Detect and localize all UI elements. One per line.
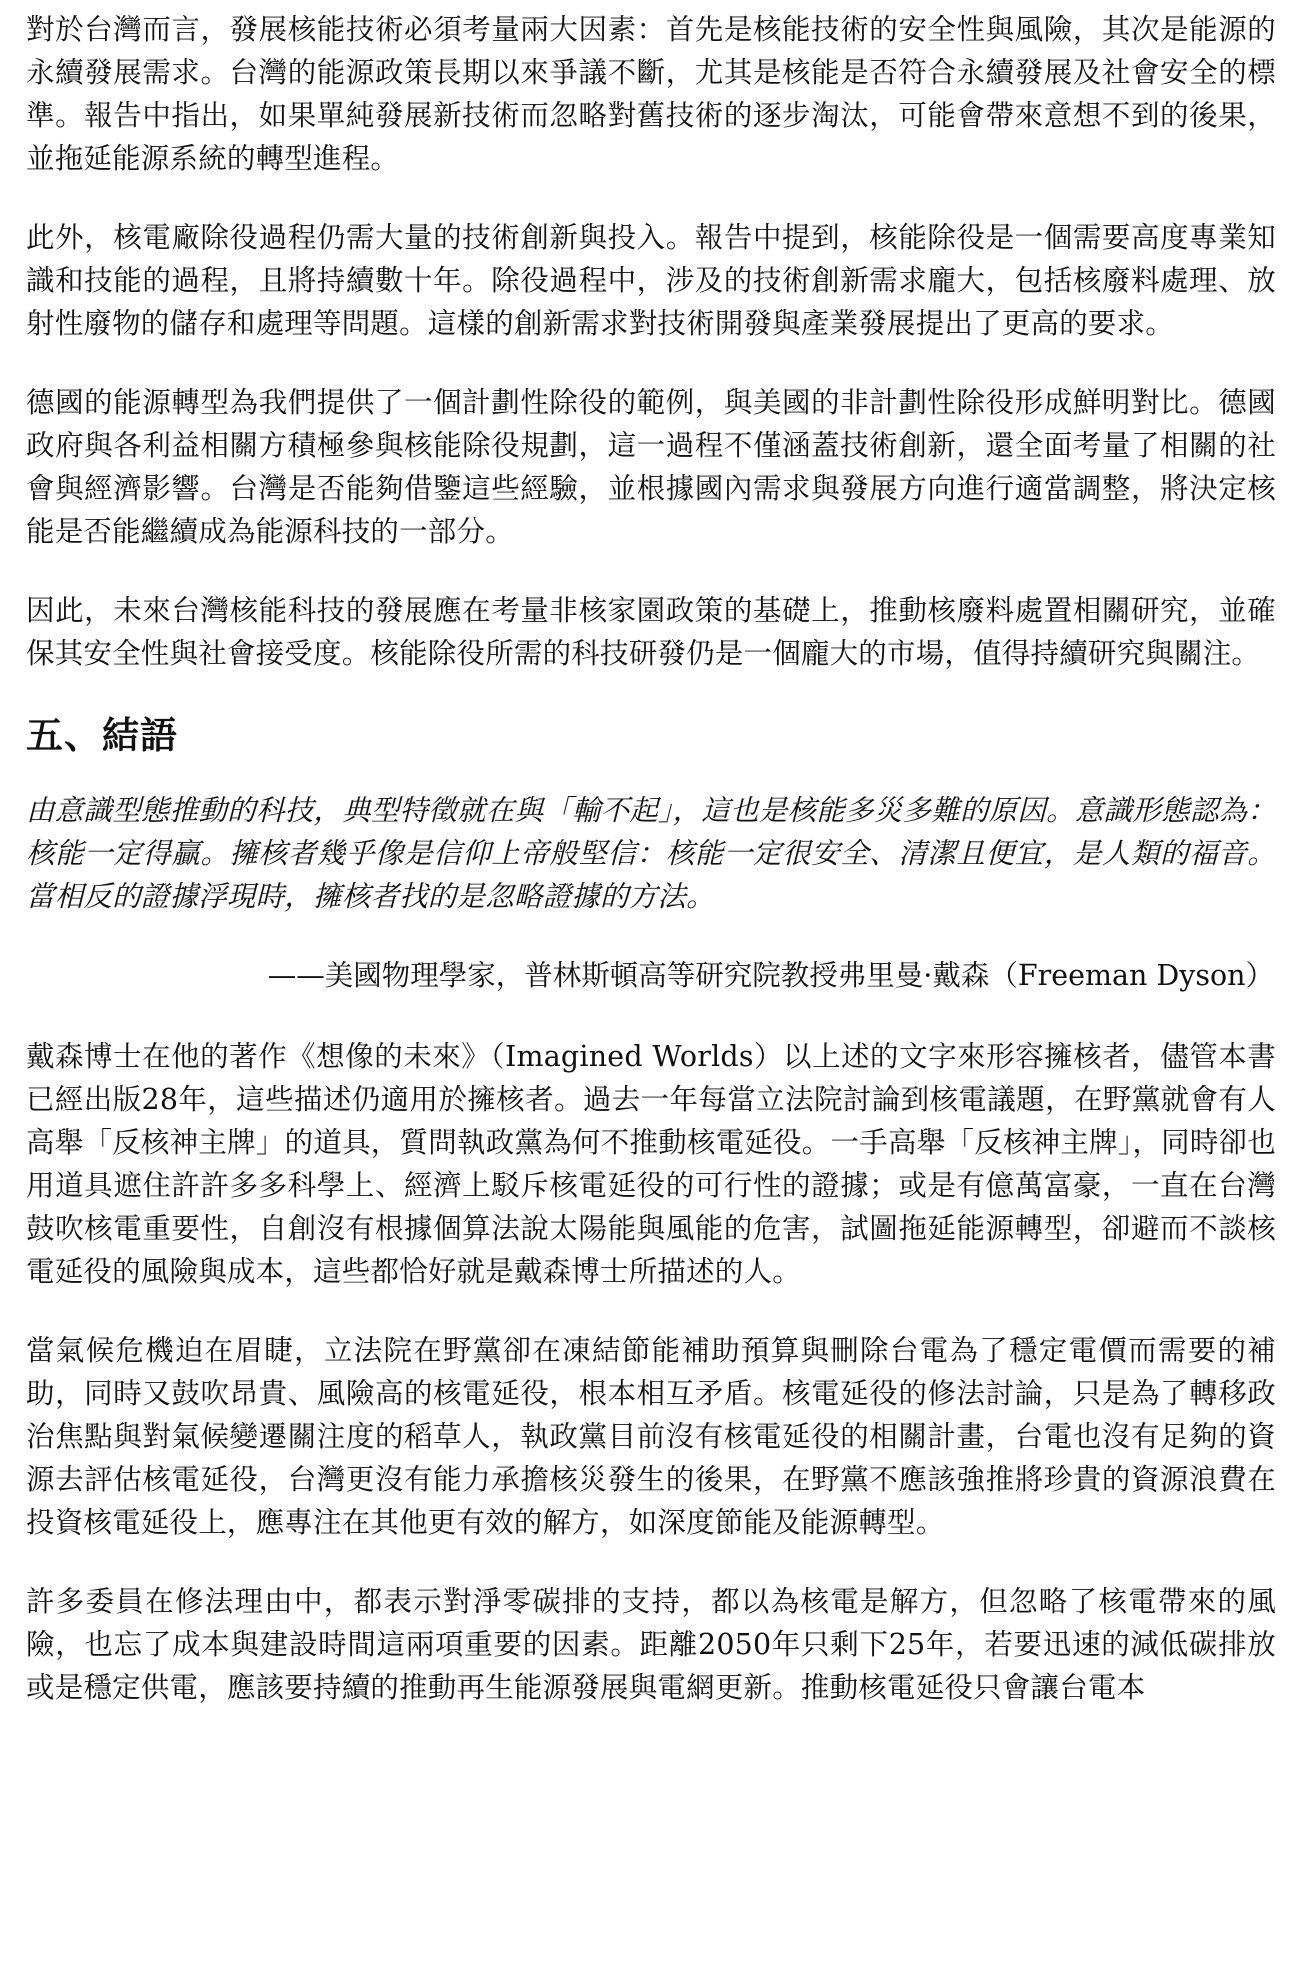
paragraph-taiwan-nuclear-factors: 對於台灣而言，發展核能技術必須考量兩大因素：首先是核能技術的安全性與風險，其次是能源的永續發展需求。台灣的能源政策長期以來爭議不斷，尤其是核能是否符合永續發展及社會安全的標準。報告中指出，如果單純發展新技術而忽略對舊技術的逐步淘汰，可能會帶來意想不到的後果，並拖延能源系統的轉型進程。 — [26, 13, 1276, 175]
paragraph-decommissioning-innovation: 此外，核電廠除役過程仍需大量的技術創新與投入。報告中提到，核能除役是一個需要高度專業知識和技能的過程，且將持續數十年。除役過程中，涉及的技術創新需求龐大，包括核廢料處理、放射性廢物的儲存和處理等問題。這樣的創新需求對技術開發與產業發展提出了更高的要求。 — [26, 221, 1276, 340]
paragraph-germany-example: 德國的能源轉型為我們提供了一個計劃性除役的範例，與美國的非計劃性除役形成鮮明對比。德國政府與各利益相關方積極參與核能除役規劃，這一過程不僅涵蓋技術創新，還全面考量了相關的社會與經濟影響。台灣是否能夠借鑒這些經驗，並根據國內需求與發展方向進行適當調整，將決定核能是否能繼續成為能源科技的一部分。 — [26, 386, 1276, 548]
paragraph-future-development: 因此，未來台灣核能科技的發展應在考量非核家園政策的基礎上，推動核廢料處置相關研究，並確保其安全性與社會接受度。核能除役所需的科技研發仍是一個龐大的市場，值得持續研究與關注。 — [26, 594, 1276, 670]
quote-attribution: ——美國物理學家，普林斯頓高等研究院教授弗里曼·戴森（Freeman Dyson） — [267, 959, 1274, 992]
document-page — [26, 8, 1276, 1745]
section-heading-conclusion: 五、結語 — [26, 714, 178, 757]
dyson-quote: 由意識型態推動的科技，典型特徵就在與「輸不起」，這也是核能多災多難的原因。意識形態認為：核能一定得贏。擁核者幾乎像是信仰上帝般堅信：核能一定很安全、清潔且便宜，是人類的福音。當相反的證據浮現時，擁核者找的是忽略證據的方法。 — [26, 794, 1276, 913]
paragraph-climate-crisis: 當氣候危機迫在眉睫，立法院在野黨卻在凍結節能補助預算與刪除台電為了穩定電價而需要的補助，同時又鼓吹昂貴、風險高的核電延役，根本相互矛盾。核電延役的修法討論，只是為了轉移政治焦點與對氣候變遷關注度的稻草人，執政黨目前沒有核電延役的相關計畫，台電也沒有足夠的資源去評估核電延役，台灣更沒有能力承擔核災發生的後果，在野黨不應該強推將珍貴的資源浪費在投資核電延役上，應專注在其他更有效的解方，如深度節能及能源轉型。 — [26, 1334, 1276, 1539]
paragraph-dyson-book: 戴森博士在他的著作《想像的未來》（Imagined Worlds）以上述的文字來形容擁核者，儘管本書已經出版28年，這些描述仍適用於擁核者。過去一年每當立法院討論到核電議題，在野黨就會有人高舉「反核神主牌」的道具，質問執政黨為何不推動核電延役。一手高舉「反核神主牌」，同時卻也用道具遮住許許多多科學上、經濟上駁斥核電延役的可行性的證據；或是有億萬富豪，一直在台灣鼓吹核電重要性，自創沒有根據個算法說太陽能與風能的危害，試圖拖延能源轉型，卻避而不談核電延役的風險與成本，這些都恰好就是戴森博士所描述的人。 — [26, 1040, 1276, 1288]
paragraph-net-zero: 許多委員在修法理由中，都表示對淨零碳排的支持，都以為核電是解方，但忽略了核電帶來的風險，也忘了成本與建設時間這兩項重要的因素。距離2050年只剩下25年，若要迅速的減低碳排放或是穩定供電，應該要持續的推動再生能源發展與電網更新。推動核電延役只會讓台電本 — [26, 1585, 1276, 1704]
